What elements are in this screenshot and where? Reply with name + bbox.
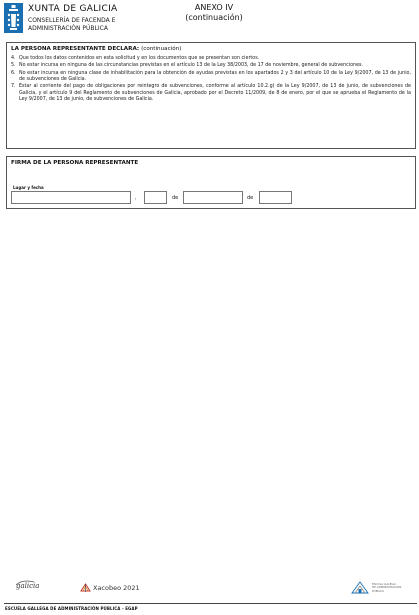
month-field[interactable] (183, 191, 243, 204)
declaration-item (11, 63, 411, 69)
department-line-2: ADMINISTRACIÓN PÚBLICA (28, 24, 108, 32)
declaration-title (11, 46, 411, 52)
declaration-item (11, 56, 411, 62)
galicia-logo-text: galicia (16, 582, 40, 590)
declaration-item (11, 84, 411, 103)
de-separator-1: de (172, 195, 179, 201)
declaration-item-text: Que todos los datos contenidos en esta solicitud y en los documentos que se presentan son ciertos. (19, 56, 260, 61)
signature-section (6, 156, 416, 209)
footer-divider (4, 603, 417, 604)
egap-logo-text (372, 583, 416, 593)
xacobeo-shell-icon (80, 583, 91, 593)
declaration-title-text: LA PERSONA REPRESENTANTE DECLARA: (11, 46, 140, 52)
galicia-logo (16, 582, 39, 590)
footer-institution-text: ESCUELA GALLEGA DE ADMINISTRACIÓN PÚBLICA - EGAP (5, 606, 138, 611)
department-line-1: CONSELLERÍA DE FACENDA E (28, 17, 116, 24)
xunta-logo (4, 3, 134, 39)
egap-logo-line-3: PÚBLICA (372, 588, 384, 593)
declaration-item (11, 71, 411, 83)
declaration-title-suffix: (continuación) (141, 46, 182, 52)
day-field[interactable] (144, 191, 167, 204)
declaration-item-number: 7. (11, 84, 16, 90)
declaration-list (11, 56, 411, 103)
org-name: XUNTA DE GALICIA (28, 4, 118, 14)
department-name (28, 17, 115, 32)
egap-logo-line-2: DE ADMINISTRACIÓN (372, 585, 402, 590)
comma-separator: , (135, 195, 137, 201)
declaration-item-text: Estar al corriente del pago de obligaciones por reintegro de subvenciones, conforme al artículo 10.2.g) de la Ley 9/2007, de 13 de junio, de subvenciones de Galicia, y el artículo 9 del Reglamento de subvenciones de Galicia, aprobado por el Decreto 11/2009, de 8 de enero, por el que se aprueba el Reglamento de la Ley 9/2007, de 13 de junio, de subvenciones de Galicia. (19, 84, 411, 102)
annex-subtitle: (continuación) (185, 13, 243, 22)
declaration-section (6, 42, 416, 149)
declaration-item-text: No estar incursa en ninguna de las circunstancias previstas en el artículo 13 de la Ley 38/2003, de 17 de noviembre, general de subvenciones. (19, 63, 364, 69)
declaration-item-number: 5. (11, 63, 16, 69)
egap-emblem-icon (350, 580, 370, 595)
place-date-label: Lugar y fecha (13, 185, 44, 190)
footer-logos (0, 582, 419, 598)
annex-heading (172, 3, 256, 23)
declaration-item-number: 4. (11, 56, 16, 61)
xacobeo-logo-text: Xacobeo 2021 (93, 584, 140, 592)
egap-logo (350, 580, 416, 596)
declaration-item-number: 6. (11, 70, 16, 76)
place-field[interactable] (11, 191, 131, 204)
signature-title: FIRMA DE LA PERSONA REPRESENTANTE (11, 160, 139, 166)
declaration-item-text: No estar incursa en ninguna clase de inhabilitación para la obtención de ayudas previstas en los apartados 2 y 3 del artículo 10 de la Ley 9/2007, de 13 de junio, de subvenciones de Galicia. (19, 70, 411, 82)
de-separator-2: de (247, 195, 254, 201)
xunta-shield-icon (4, 3, 23, 33)
galicia-swoosh-icon (14, 579, 38, 587)
annex-title: ANEXO IV (194, 3, 234, 12)
year-field[interactable] (259, 191, 292, 204)
egap-logo-line-1: ESCOLA GALEGA (372, 582, 396, 586)
